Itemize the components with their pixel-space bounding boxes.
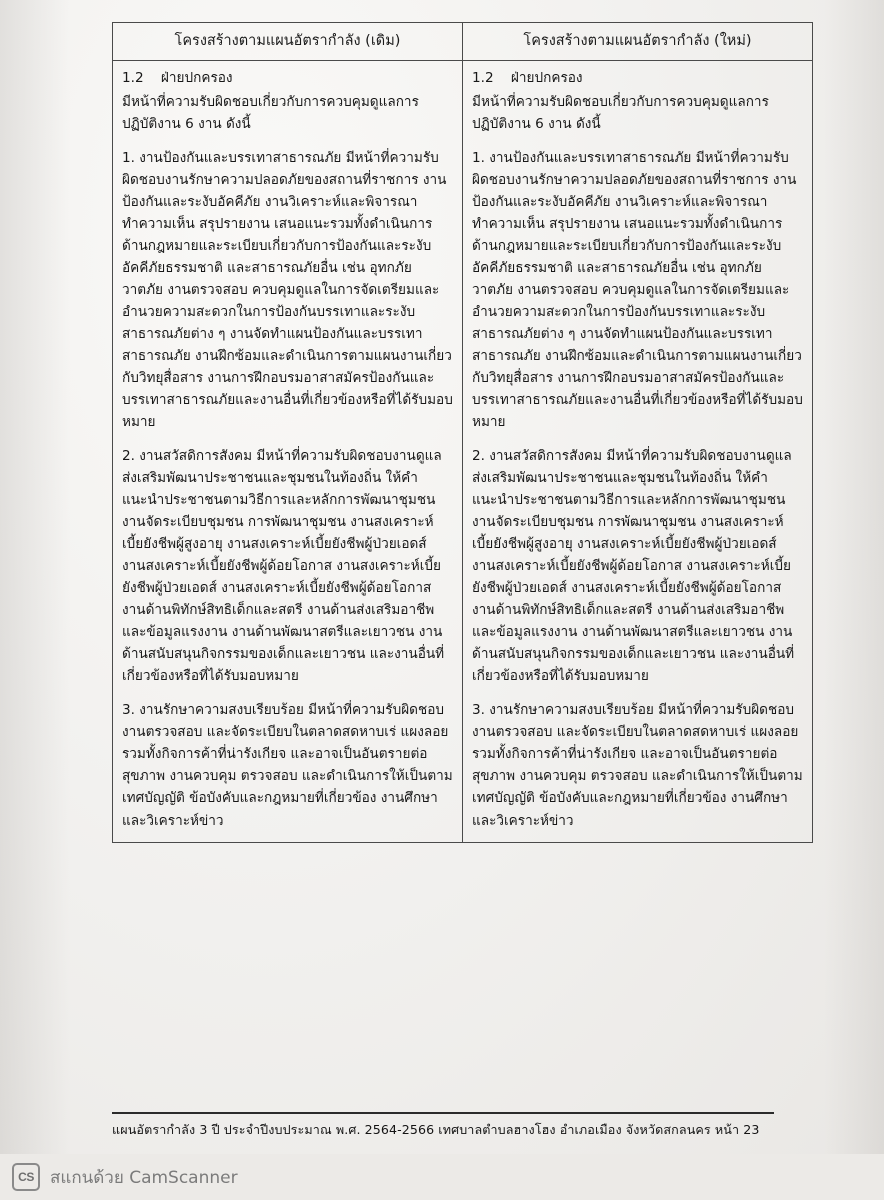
section-number-old: 1.2	[122, 70, 144, 86]
column-header-old: โครงสร้างตามแผนอัตรากำลัง (เดิม)	[113, 23, 463, 61]
footer-divider	[112, 1112, 774, 1114]
camscanner-watermark-bar	[0, 1154, 884, 1200]
duty-item: 2. งานสวัสดิการสังคม มีหน้าที่ความรับผิดชอบงานดูแลส่งเสริมพัฒนาประชาชนและชุมชนในท้องถิ่น ให้คำแนะนำประชาชนตามวิธีการและหลักการพัฒนาชุมชน งานจัดระเบียบชุมชน การพัฒนาชุมชน งานสงเคราะห์เบี้ยยังชีพผู้สูงอายุ งานสงเคราะห์เบี้ยยังชีพผู้ป่วยเอดส์ งานสงเคราะห์เบี้ยยังชีพผู้ด้อยโอกาส งานสงเคราะห์เบี้ยยังชีพผู้ป่วยเอดส์ งานสงเคราะห์เบี้ยยังชีพผู้ด้อยโอกาส งานด้านพิทักษ์สิทธิเด็กและสตรี งานด้านส่งเสริมอาชีพและข้อมูลแรงงาน งานด้านพัฒนาสตรีและเยาวชน งานด้านสนับสนุนกิจกรรมของเด็กและเยาวชน และงานอื่นที่เกี่ยวข้องหรือที่ได้รับมอบหมาย	[122, 448, 445, 685]
camscanner-watermark-text: สแกนด้วย CamScanner	[50, 1167, 238, 1188]
duty-item: 1. งานป้องกันและบรรเทาสาธารณภัย มีหน้าที่ความรับผิดชอบงานรักษาความปลอดภัยของสถานที่ราชการ งานป้องกันและระงับอัคคีภัย งานวิเคราะห์และพิจารณา ทำความเห็น สรุปรายงาน เสนอแนะรวมทั้งดำเนินการด้านกฎหมายและระเบียบเกี่ยวกับการป้องกันและระงับอัคคีภัยธรรมชาติ และสาธารณภัยอื่น เช่น อุทกภัย วาตภัย งานตรวจสอบ ควบคุมดูแลในการจัดเตรียมและอำนวยความสะดวกในการป้องกันบรรเทาและระงับสาธารณภัยต่าง ๆ งานจัดทำแผนป้องกันและบรรเทาสาธารณภัย งานฝึกซ้อมและดำเนินการตามแผนงานเกี่ยวกับวิทยุสื่อสาร งานการฝึกอบรมอาสาสมัครป้องกันและบรรเทาสาธารณภัยและงานอื่นที่เกี่ยวข้องหรือที่ได้รับมอบหมาย	[472, 150, 803, 431]
section-heading-old	[122, 67, 453, 89]
section-title-old: ฝ่ายปกครอง	[160, 70, 233, 86]
table-header	[113, 23, 813, 61]
page-shadow-left	[0, 0, 70, 1154]
column-header-new: โครงสร้างตามแผนอัตรากำลัง (ใหม่)	[463, 23, 813, 61]
table-header-row	[113, 23, 813, 61]
page-footer: แผนอัตรากำลัง 3 ปี ประจำปีงบประมาณ พ.ศ. 2564-2566 เทศบาลตำบลฮางโฮง อำเภอเมือง จังหวัดสกลนคร หน้า 23	[112, 1122, 760, 1137]
section-description-old: มีหน้าที่ความรับผิดชอบเกี่ยวกับการควบคุมดูแลการปฏิบัติงาน 6 งาน ดังนี้	[122, 94, 419, 133]
camscanner-logo-icon: CS	[12, 1163, 40, 1191]
duty-item: 3. งานรักษาความสงบเรียบร้อย มีหน้าที่ความรับผิดชอบงานตรวจสอบ และจัดระเบียบในตลาดสดหาบเร่ แผงลอย รวมทั้งกิจการค้าที่น่ารังเกียจ และอาจเป็นอันตรายต่อสุขภาพ งานควบคุม ตรวจสอบ และดำเนินการให้เป็นตามเทศบัญญัติ ข้อบังคับและกฎหมายที่เกี่ยวข้อง งานศึกษา และวิเคราะห์ข่าว	[472, 702, 803, 829]
section-number-new: 1.2	[472, 70, 494, 86]
section-title-new: ฝ่ายปกครอง	[510, 70, 583, 86]
duty-item: 1. งานป้องกันและบรรเทาสาธารณภัย มีหน้าที่ความรับผิดชอบงานรักษาความปลอดภัยของสถานที่ราชการ งานป้องกันและระงับอัคคีภัย งานวิเคราะห์และพิจารณา ทำความเห็น สรุปรายงาน เสนอแนะรวมทั้งดำเนินการด้านกฎหมายและระเบียบเกี่ยวกับการป้องกันและระงับอัคคีภัยธรรมชาติ และสาธารณภัยอื่น เช่น อุทกภัย วาตภัย งานตรวจสอบ ควบคุมดูแลในการจัดเตรียมและอำนวยความสะดวกในการป้องกันบรรเทาและระงับสาธารณภัยต่าง ๆ งานจัดทำแผนป้องกันและบรรเทาสาธารณภัย งานฝึกซ้อมและดำเนินการตามแผนงานเกี่ยวกับวิทยุสื่อสาร งานการฝึกอบรมอาสาสมัครป้องกันและบรรเทาสาธารณภัยและงานอื่นที่เกี่ยวข้องหรือที่ได้รับมอบหมาย	[122, 150, 453, 431]
table-body	[113, 61, 813, 843]
structure-comparison-table	[112, 22, 813, 843]
table-row	[113, 61, 813, 843]
section-description-new: มีหน้าที่ความรับผิดชอบเกี่ยวกับการควบคุมดูแลการปฏิบัติงาน 6 งาน ดังนี้	[472, 94, 769, 133]
page-shadow-right	[824, 0, 884, 1154]
section-heading-new	[472, 67, 803, 89]
cell-old-structure	[113, 61, 463, 843]
comparison-table-wrapper	[112, 22, 803, 843]
cell-new-structure	[463, 61, 813, 843]
duty-item: 3. งานรักษาความสงบเรียบร้อย มีหน้าที่ความรับผิดชอบงานตรวจสอบ และจัดระเบียบในตลาดสดหาบเร่ แผงลอย รวมทั้งกิจการค้าที่น่ารังเกียจ และอาจเป็นอันตรายต่อสุขภาพ งานควบคุม ตรวจสอบ และดำเนินการให้เป็นตามเทศบัญญัติ ข้อบังคับและกฎหมายที่เกี่ยวข้อง งานศึกษา และวิเคราะห์ข่าว	[122, 702, 453, 829]
duty-item: 2. งานสวัสดิการสังคม มีหน้าที่ความรับผิดชอบงานดูแลส่งเสริมพัฒนาประชาชนและชุมชนในท้องถิ่น ให้คำแนะนำประชาชนตามวิธีการและหลักการพัฒนาชุมชน งานจัดระเบียบชุมชน การพัฒนาชุมชน งานสงเคราะห์เบี้ยยังชีพผู้สูงอายุ งานสงเคราะห์เบี้ยยังชีพผู้ป่วยเอดส์ งานสงเคราะห์เบี้ยยังชีพผู้ด้อยโอกาส งานสงเคราะห์เบี้ยยังชีพผู้ป่วยเอดส์ งานสงเคราะห์เบี้ยยังชีพผู้ด้อยโอกาส งานด้านพิทักษ์สิทธิเด็กและสตรี งานด้านส่งเสริมอาชีพและข้อมูลแรงงาน งานด้านพัฒนาสตรีและเยาวชน งานด้านสนับสนุนกิจกรรมของเด็กและเยาวชน และงานอื่นที่เกี่ยวข้องหรือที่ได้รับมอบหมาย	[472, 448, 795, 685]
